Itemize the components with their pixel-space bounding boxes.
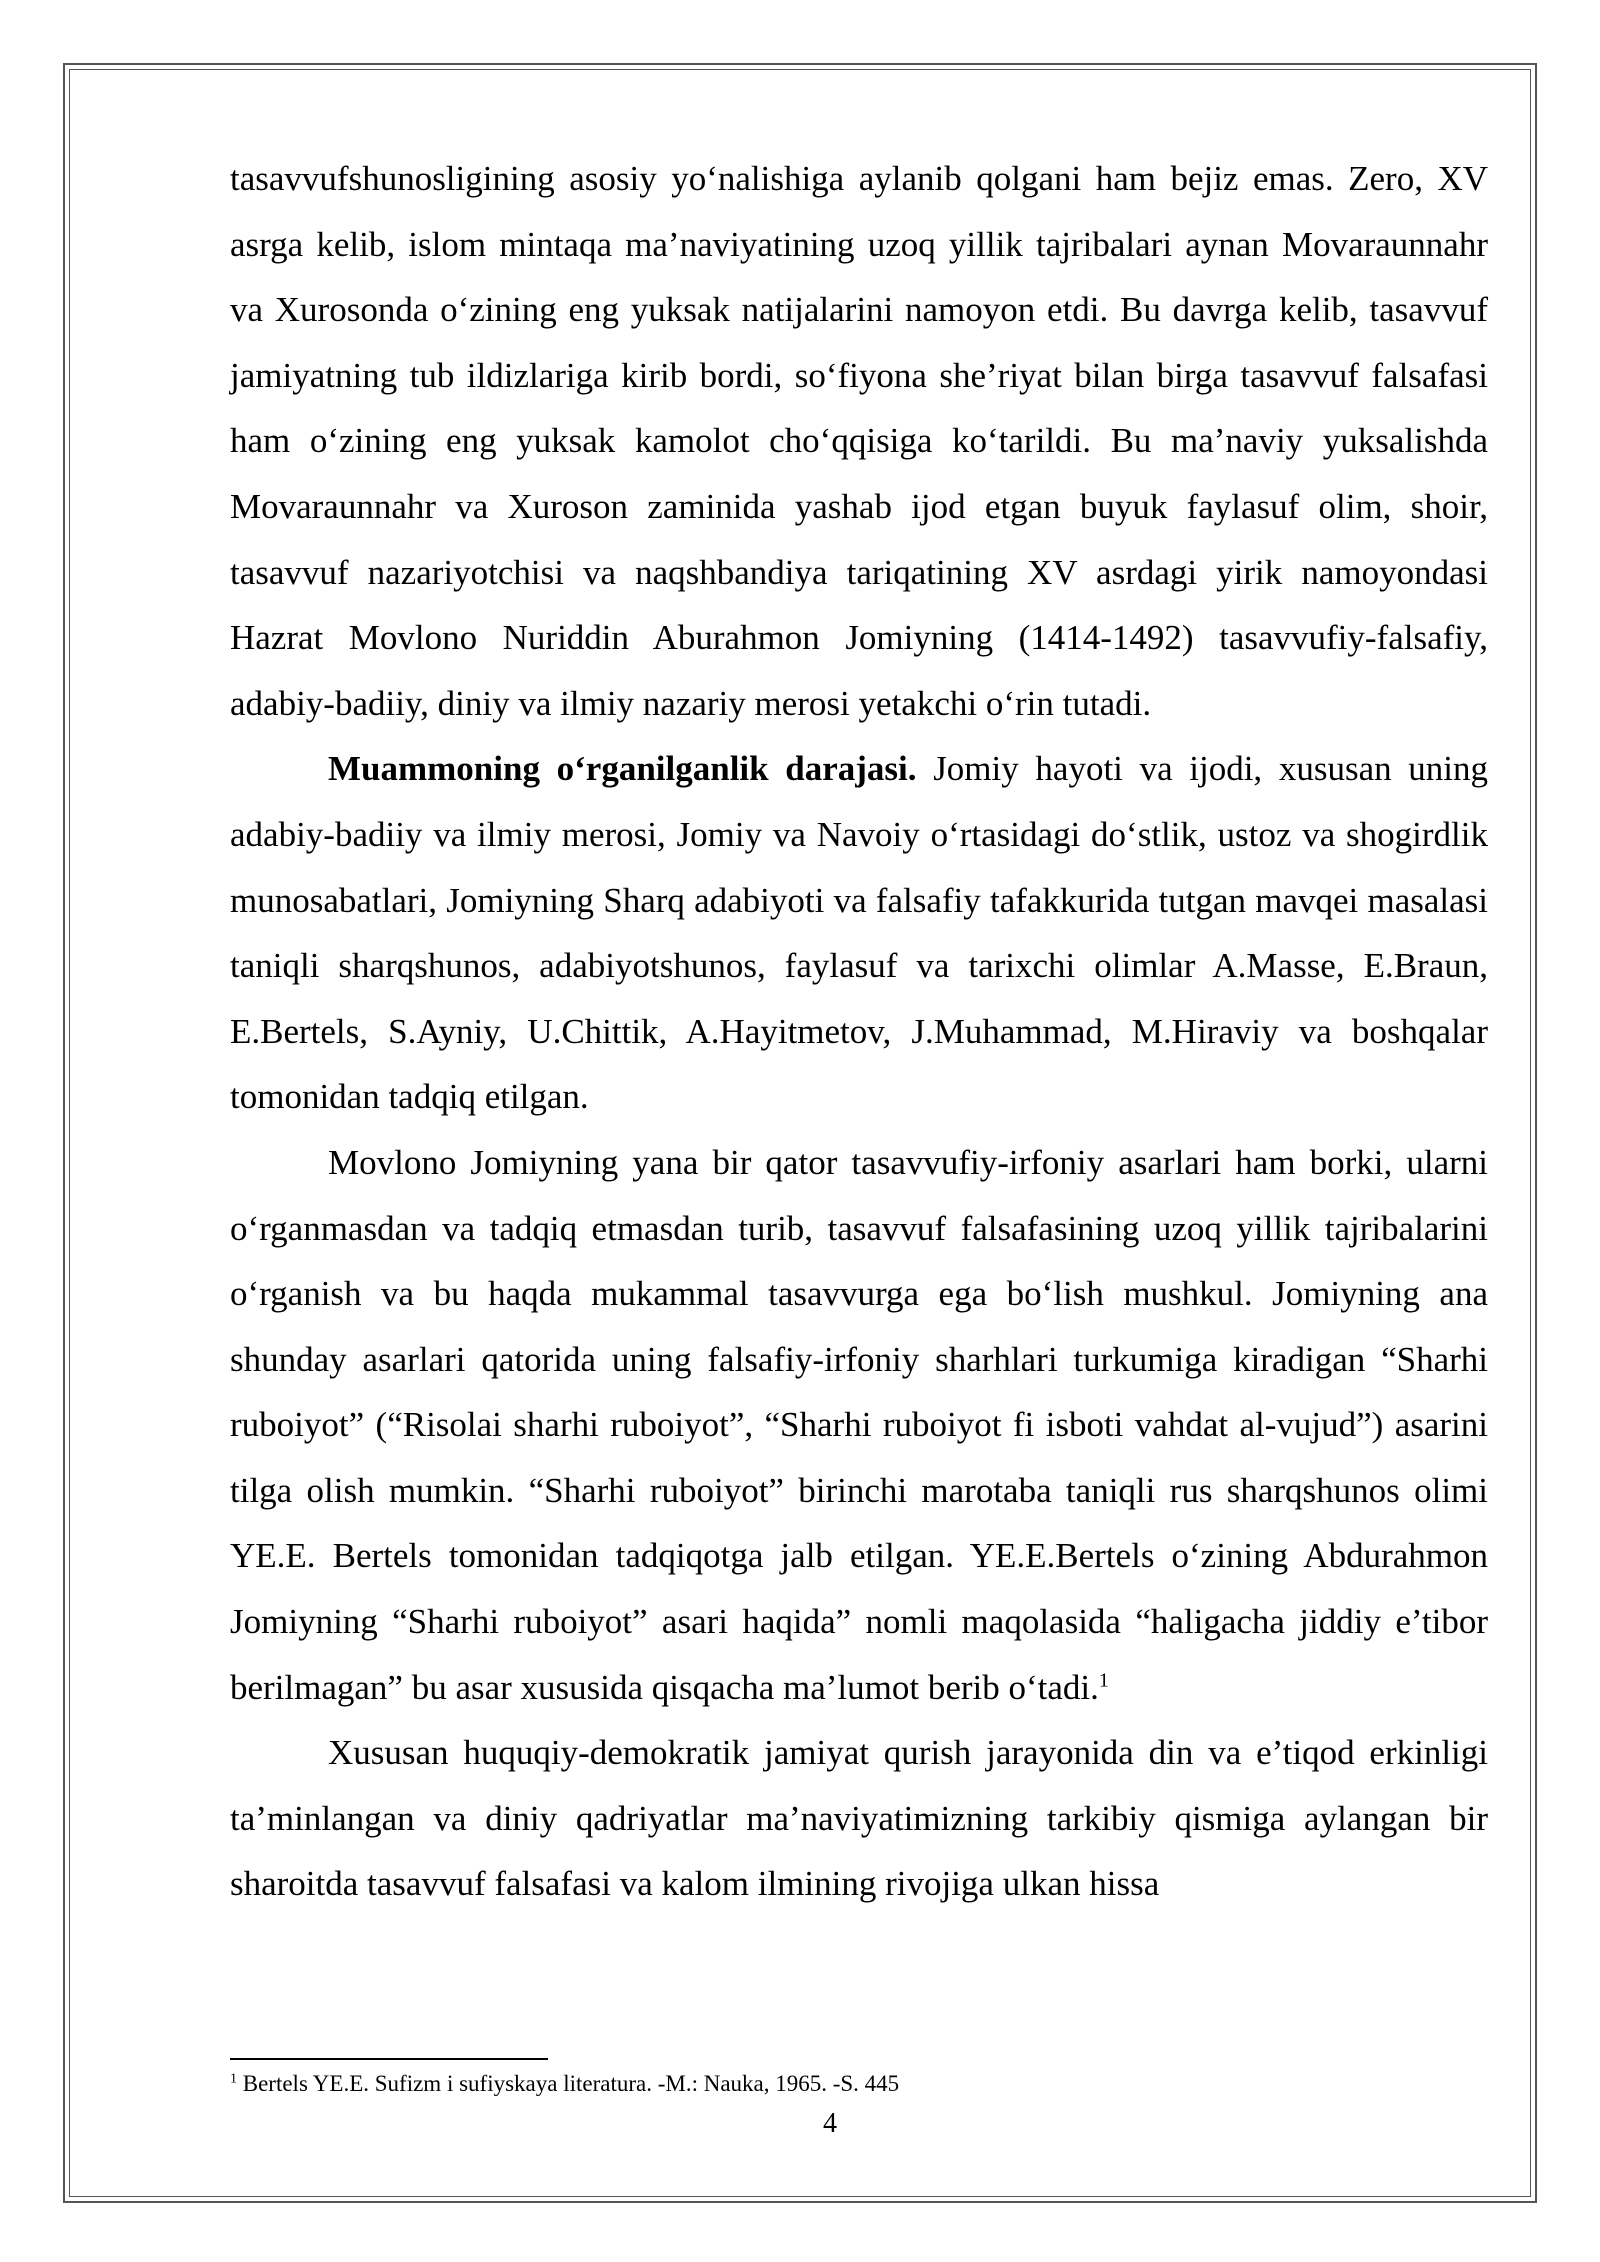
footnote-reference[interactable]: 1: [1098, 1669, 1109, 1691]
footnote-separator: [230, 2058, 548, 2060]
paragraph-4-text: Xususan huquqiy-demokratik jamiyat qurish jarayonida din va e’tiqod erkinligi ta’minlangan va diniy qadriyatlar ma’naviyatimizning tarkibiy qismiga aylangan bir sharoitda tasavvuf falsafasi va kalom ilmining rivojiga ulkan hissa: [230, 1733, 1488, 1904]
paragraph-2: [230, 736, 1488, 1130]
paragraph-3-text: Movlono Jomiyning yana bir qator tasavvufiy-irfoniy asarlari ham borki, ularni o‘rganmasdan va tadqiq etmasdan turib, tasavvuf falsafasining uzoq yillik tajribalarini o‘rganish va bu haqda mukammal tasavvurga ega bo‘lish mushkul. Jomiyning ana shunday asarlari qatorida uning falsafiy-irfoniy sharhlari turkumiga kiradigan “Sharhi ruboiyot” (“Risolai sharhi ruboiyot”, “Sharhi ruboiyot fi isboti vahdat al-vujud”) asarini tilga olish mumkin. “Sharhi ruboiyot” birinchi marotaba taniqli rus sharqshunos olimi YE.E. Bertels tomonidan tadqiqotga jalb etilgan. YE.E.Bertels o‘zining Abdurahmon Jomiyning “Sharhi ruboiyot” asari haqida” nomli maqolasida “haligacha jiddiy e’tibor berilmagan” bu asar xususida qisqacha ma’lumot berib o‘tadi.: [230, 1142, 1488, 1707]
document-body: [230, 146, 1488, 1917]
paragraph-3: [230, 1130, 1488, 1720]
paragraph-1: [230, 146, 1488, 736]
paragraph-4: [230, 1720, 1488, 1917]
page-number: 4: [823, 2108, 837, 2139]
paragraph-2-text: Jomiy hayoti va ijodi, xususan uning adabiy-badiiy va ilmiy merosi, Jomiy va Navoiy o‘rtasidagi do‘stlik, ustoz va shogirdlik munosabatlari, Jomiyning Sharq adabiyoti va falsafiy tafakkurida tutgan mavqei masalasi taniqli sharqshunos, adabiyotshunos, faylasuf va tarixchi olimlar A.Masse, E.Braun, E.Bertels, S.Ayniy, U.Chittik, A.Hayitmetov, J.Muhammad, M.Hiraviy va boshqalar tomonidan tadqiq etilgan.: [230, 749, 1489, 1117]
paragraph-1-text: tasavvufshunosligining asosiy yo‘nalishiga aylanib qolgani ham bejiz emas. Zero, XV asrga kelib, islom mintaqa ma’naviyatining uzoq yillik tajribalari aynan Movaraunnahr va Xurosonda o‘zining eng yuksak natijalarini namoyon etdi. Bu davrga kelib, tasavvuf jamiyatning tub ildizlariga kirib bordi, so‘fiyona she’riyat bilan birga tasavvuf falsafasi ham o‘zining eng yuksak kamolot cho‘qqisiga ko‘tarildi. Bu ma’naviy yuksalishda Movaraunnahr va Xuroson zaminida yashab ijod etgan buyuk faylasuf olim, shoir, tasavvuf nazariyotchisi va naqshbandiya tariqatining XV asrdagi yirik namoyondasi Hazrat Movlono Nuriddin Aburahmon Jomiyning (1414-1492) tasavvufiy-falsafiy, adabiy-badiiy, diniy va ilmiy nazariy merosi yetakchi o‘rin tutadi.: [230, 159, 1488, 723]
footnote-number: 1: [230, 2071, 237, 2087]
footnote-text: Bertels YE.E. Sufizm i sufiyskaya literatura. -M.: Nauka, 1965. -S. 445: [237, 2071, 900, 2096]
footnote: [230, 2069, 899, 2099]
section-heading: Muammoning o‘rganilganlik darajasi.: [328, 749, 917, 789]
